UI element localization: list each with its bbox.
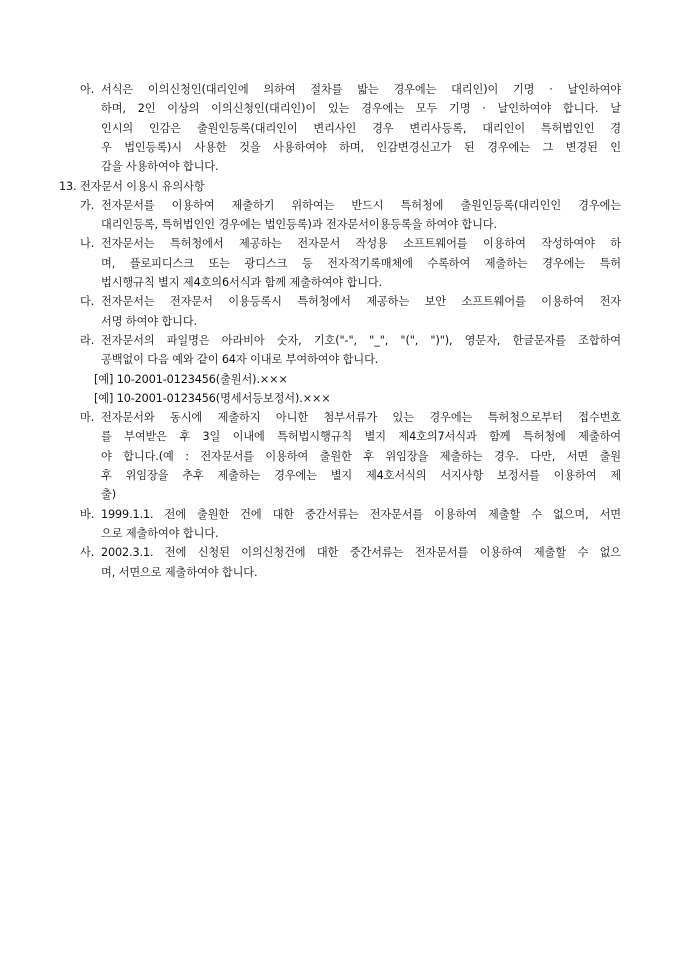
paragraph-line: 인시의 인감은 출원인등록(대리인이 변리사인 경우 변리사등록, 대리인이 특허법인인 경 — [101, 121, 621, 135]
list-marker: 아. — [80, 83, 95, 96]
paragraph-line: 전자문서와 동시에 제출하지 아니한 첨부서류가 있는 경우에는 특허청으로부터 접수번호 — [101, 411, 621, 425]
paragraph-line: 전자문서를 이용하여 제출하기 위하여는 반드시 특허청에 출원인등록(대리인인 경우에는 — [101, 198, 621, 212]
paragraph-line: 야 합니다.(예 : 전자문서를 이용하여 출원한 후 위임장을 제출하는 경우. 다만, 서면 출원 — [101, 449, 621, 463]
list-marker: 마. — [80, 411, 95, 425]
example-line: [예] 10-2001-0123456(출원서).××× — [94, 372, 288, 386]
paragraph-line: 하며, 2인 이상의 이의신청인(대리인)이 있는 경우에는 모두 기명 · 날인하여야 합니다. 날 — [101, 102, 621, 116]
paragraph-line: 며, 서면으로 제출하여야 합니다. — [101, 565, 258, 579]
paragraph-line: 출) — [101, 488, 116, 502]
list-marker: 바. — [80, 507, 95, 521]
paragraph-line: 으로 제출하여야 합니다. — [101, 526, 219, 540]
list-marker: 라. — [80, 333, 95, 347]
paragraph-line: 우 법인등록)시 사용한 것을 사용하여야 하며, 인감변경신고가 된 경우에는 그 변경된 인 — [101, 140, 621, 154]
paragraph-line: 법시행규칙 별지 제4호의6서식과 함께 제출하여야 합니다. — [101, 276, 383, 289]
paragraph-line: 며, 플로피디스크 또는 광디스크 등 전자적기록매체에 수록하여 제출하는 경우에는 특허 — [101, 256, 621, 270]
paragraph-line: 서명 하여야 합니다. — [101, 314, 198, 328]
paragraph-line: 대리인등록, 특허법인인 경우에는 법인등록)과 전자문서이용등록을 하여야 합니다. — [101, 218, 497, 232]
paragraph-line: 를 부여받은 후 3일 이내에 특허법시행규칙 별지 제4호의7서식과 함께 특허청에 제출하여 — [101, 430, 621, 444]
paragraph-line: 전자문서는 전자문서 이용등록시 특허청에서 제공하는 보안 소프트웨어를 이용하여 전자 — [101, 295, 621, 309]
paragraph-line: 서식은 이의신청인(대리인에 의하여 절차를 밟는 경우에는 대리인)이 기명 · 날인하여야 — [101, 83, 621, 96]
paragraph-line: 공백없이 다음 예와 같이 64자 이내로 부여하여야 합니다. — [101, 353, 379, 367]
paragraph-line: 전자문서의 파일명은 아라비아 숫자, 기호("-", "_", "(", ")"), 영문자, 한글문자를 조합하여 — [101, 333, 621, 347]
paragraph-line: 2002.3.1. 전에 신청된 이의신청건에 대한 중간서류는 전자문서를 이용하여 제출할 수 없으 — [101, 546, 621, 560]
section-heading: 13. 전자문서 이용시 유의사항 — [59, 179, 205, 193]
paragraph-line: 후 위임장을 추후 제출하는 경우에는 별지 제4호서식의 서지사항 보정서를 이용하여 제 — [101, 469, 621, 482]
list-marker: 가. — [80, 198, 95, 212]
paragraph-line: 1999.1.1. 전에 출원한 건에 대한 중간서류는 전자문서를 이용하여 제출할 수 없으며, 서면 — [101, 507, 621, 521]
example-line: [예] 10-2001-0123456(명세서등보정서).××× — [94, 391, 331, 405]
paragraph-line: 감을 사용하여야 합니다. — [101, 160, 219, 174]
list-marker: 나. — [80, 237, 95, 251]
list-marker: 다. — [80, 295, 95, 309]
paragraph-line: 전자문서는 특허청에서 제공하는 전자문서 작성용 소프트웨어를 이용하여 작성하여야 하 — [101, 237, 621, 251]
list-marker: 사. — [80, 546, 95, 560]
